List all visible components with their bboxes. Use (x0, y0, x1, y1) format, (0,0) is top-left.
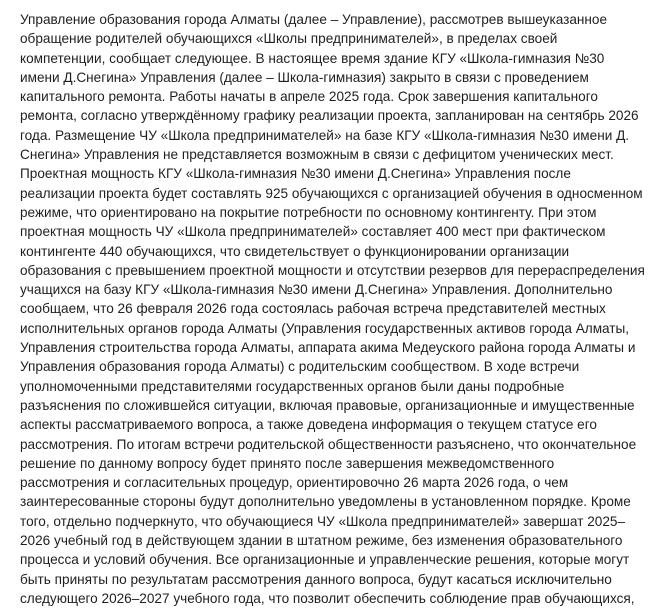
text-line: компетенции, сообщает следующее. В настоящее время здание КГУ «Школа-гимназия №30 (20, 50, 605, 66)
text-line: рассмотрения. По итогам встречи родительской общественности разъяснено, что окончательное (20, 436, 637, 452)
text-line: 2026 учебный год в действующем здании в штатном режиме, без изменения образовательного (20, 533, 623, 549)
text-line: Управление образования города Алматы (далее – Управление), рассмотрев вышеуказанное (20, 12, 608, 27)
text-line: процесса и условий обучения. Все организационные и управленческие решения, которые могут (20, 552, 630, 568)
text-line: решение по данному вопросу будет принято после завершения межведомственного (20, 455, 555, 471)
text-line: сообщаем, что 26 февраля 2026 года состоялась рабочая встреча представителей местных (20, 301, 606, 317)
text-line: разъяснения по сложившейся ситуации, включая правовые, организационные и имущественные (20, 397, 635, 413)
text-line: исполнительных органов города Алматы (Управления государственных активов города Алматы, (20, 320, 630, 336)
text-line: года. Размещение ЧУ «Школа предпринимателей» на базе КГУ «Школа-гимназия №30 имени Д. (20, 127, 630, 143)
text-line: следующего 2026–2027 учебного года, что позволит обеспечить соблюдение прав обучающихся, (20, 590, 635, 606)
text-line: реализации проекта будет составлять 925 обучающихся с организацией обучения в односменном (20, 185, 643, 201)
text-line: уполномоченными представителями государственных органов были даны подробные (20, 378, 565, 394)
text-line: заинтересованные стороны будут дополнительно уведомлены в установленном порядке. Кроме (20, 494, 631, 510)
text-line: образования с превышением проектной мощности и отсутствии резервов для перераспределения (20, 262, 645, 278)
text-line: обращение родителей обучающихся «Школы предпринимателей», в пределах своей (20, 31, 558, 47)
text-line: проектная мощность ЧУ «Школа предпринимателей» составляет 400 мест при фактическом (20, 224, 606, 240)
text-line: капитального ремонта. Работы начаты в апреле 2025 года. Срок завершения капитального (20, 89, 598, 105)
text-line: быть приняты по результатам рассмотрения данного вопроса, будут касаться исключительно (20, 571, 612, 587)
text-line: имени Д.Снегина» Управления (далее – Школа-гимназия) закрыто в связи с проведением (20, 69, 589, 85)
text-line: учащихся на базу КГУ «Школа-гимназия №30 имени Д.Снегина» Управления. Дополнительно (20, 282, 613, 298)
document-body (20, 10, 645, 608)
text-line: рассмотрения и согласительных процедур, ориентировочно 26 марта 2026 года, о чем (20, 475, 569, 491)
text-line: Управления образования города Алматы) с родительским сообществом. В ходе встречи (20, 359, 580, 375)
text-line: режиме, что ориентировано на покрытие потребности по основному контингенту. При этом (20, 204, 597, 220)
text-line: аспекты рассматриваемого вопроса, а также доведена информация о текущем статусе его (20, 417, 597, 433)
text-line: контингенте 440 обучающихся, что свидетельствует о функционировании организации (20, 243, 570, 259)
text-line: ремонта, согласно утверждённому графику реализации проекта, запланирован на сентябрь 2026 (20, 108, 639, 124)
text-line: Проектная мощность КГУ «Школа-гимназия №30 имени Д.Снегина» Управления после (20, 166, 571, 182)
text-line: того, отдельно подчеркнуто, что обучающиеся ЧУ «Школа предпринимателей» завершат 2025– (20, 513, 625, 529)
text-line: Управления строительства города Алматы, аппарата акима Медеуского района города Алматы и (20, 340, 636, 356)
text-line: Снегина» Управления не представляется возможным в связи с дефицитом ученических мест. (20, 147, 614, 163)
